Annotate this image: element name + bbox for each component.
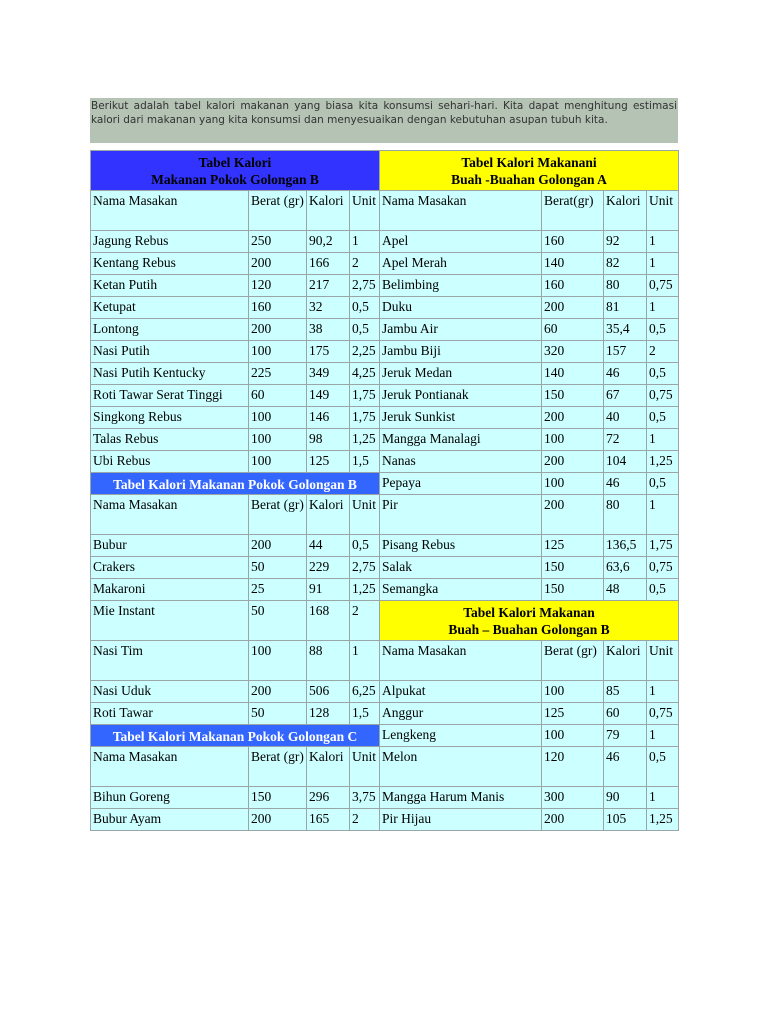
- right-unit-cell: 1: [647, 297, 679, 319]
- right-name-cell: Alpukat: [380, 681, 542, 703]
- left-name-cell: Nama Masakan: [91, 747, 249, 787]
- right-weight-cell: 300: [542, 787, 604, 809]
- right-unit-cell: 1: [647, 787, 679, 809]
- right-weight-cell: 60: [542, 319, 604, 341]
- left-calorie-cell: 165: [307, 809, 350, 831]
- right-weight-cell: 200: [542, 407, 604, 429]
- left-weight-cell: 50: [249, 601, 307, 641]
- right-weight-cell: 100: [542, 681, 604, 703]
- table-row: [91, 787, 679, 809]
- right-unit-cell: 0,75: [647, 275, 679, 297]
- table-row: [91, 191, 679, 231]
- right-name-cell: Jeruk Pontianak: [380, 385, 542, 407]
- intro-paragraph: Berikut adalah tabel kalori makanan yang biasa kita konsumsi sehari-hari. Kita dapat menghitung estimasi kalori dari makanan yang kita konsumsi dan menyesuaikan dengan kebutuhan asupan tubuh kita.: [90, 98, 678, 143]
- left-name-cell: Mie Instant: [91, 601, 249, 641]
- right-name-cell: Salak: [380, 557, 542, 579]
- right-weight-cell: 200: [542, 809, 604, 831]
- left-calorie-cell: 38: [307, 319, 350, 341]
- left-calorie-cell: 125: [307, 451, 350, 473]
- right-weight-cell: 160: [542, 231, 604, 253]
- left-weight-cell: 100: [249, 451, 307, 473]
- right-table-title-line1: Tabel Kalori Makanani: [461, 155, 597, 170]
- left-name-cell: Nasi Uduk: [91, 681, 249, 703]
- left-unit-cell: Unit: [350, 747, 380, 787]
- right-weight-cell: 200: [542, 297, 604, 319]
- left-calorie-cell: 175: [307, 341, 350, 363]
- section-band: Tabel Kalori Makanan Pokok Golongan C: [91, 725, 380, 747]
- left-weight-cell: Berat (gr): [249, 191, 307, 231]
- left-table-title-line1: Tabel Kalori: [198, 155, 272, 170]
- right-calorie-cell: 79: [604, 725, 647, 747]
- right-name-cell: Apel Merah: [380, 253, 542, 275]
- left-unit-cell: 4,25: [350, 363, 380, 385]
- right-name-cell: Nama Masakan: [380, 191, 542, 231]
- right-calorie-cell: 92: [604, 231, 647, 253]
- left-name-cell: Nasi Putih Kentucky: [91, 363, 249, 385]
- table-row: [91, 297, 679, 319]
- right-weight-cell: 100: [542, 429, 604, 451]
- right-calorie-cell: 104: [604, 451, 647, 473]
- right-unit-cell: 0,5: [647, 747, 679, 787]
- left-calorie-cell: 296: [307, 787, 350, 809]
- right-unit-cell: 0,5: [647, 319, 679, 341]
- right-calorie-cell: Kalori: [604, 191, 647, 231]
- right-weight-cell: 140: [542, 363, 604, 385]
- left-name-cell: Nama Masakan: [91, 191, 249, 231]
- left-unit-cell: 1,25: [350, 429, 380, 451]
- left-unit-cell: 0,5: [350, 297, 380, 319]
- left-name-cell: Bubur Ayam: [91, 809, 249, 831]
- right-unit-cell: Unit: [647, 191, 679, 231]
- left-calorie-cell: 166: [307, 253, 350, 275]
- right-weight-cell: 150: [542, 557, 604, 579]
- left-unit-cell: 0,5: [350, 535, 380, 557]
- table-row: [91, 809, 679, 831]
- left-weight-cell: 200: [249, 681, 307, 703]
- table-row: [91, 319, 679, 341]
- left-calorie-cell: 217: [307, 275, 350, 297]
- right-unit-cell: 0,75: [647, 557, 679, 579]
- right-name-cell: Belimbing: [380, 275, 542, 297]
- left-table-title-line2: Makanan Pokok Golongan B: [151, 172, 319, 187]
- left-weight-cell: 160: [249, 297, 307, 319]
- left-calorie-cell: Kalori: [307, 747, 350, 787]
- right-calorie-cell: 46: [604, 747, 647, 787]
- left-weight-cell: 100: [249, 429, 307, 451]
- left-weight-cell: 50: [249, 557, 307, 579]
- left-calorie-cell: 32: [307, 297, 350, 319]
- left-name-cell: Ubi Rebus: [91, 451, 249, 473]
- right-unit-cell: 1: [647, 725, 679, 747]
- left-weight-cell: 200: [249, 319, 307, 341]
- left-calorie-cell: 149: [307, 385, 350, 407]
- left-weight-cell: 250: [249, 231, 307, 253]
- right-name-cell: Mangga Harum Manis: [380, 787, 542, 809]
- table-row: [91, 601, 679, 641]
- left-name-cell: Roti Tawar: [91, 703, 249, 725]
- right-name-cell: Semangka: [380, 579, 542, 601]
- right-table-title-line1: Tabel Kalori Makanan: [463, 605, 595, 620]
- right-weight-cell: 120: [542, 747, 604, 787]
- section-band: Tabel Kalori Makanan Pokok Golongan B: [91, 473, 380, 495]
- left-unit-cell: 1,75: [350, 385, 380, 407]
- right-table-title: [380, 601, 679, 641]
- left-table-title: [91, 151, 380, 191]
- left-calorie-cell: 44: [307, 535, 350, 557]
- left-weight-cell: 100: [249, 341, 307, 363]
- right-weight-cell: 150: [542, 579, 604, 601]
- left-calorie-cell: 88: [307, 641, 350, 681]
- left-weight-cell: 100: [249, 407, 307, 429]
- left-name-cell: Jagung Rebus: [91, 231, 249, 253]
- right-name-cell: Jambu Biji: [380, 341, 542, 363]
- left-name-cell: Bubur: [91, 535, 249, 557]
- right-table-title-line2: Buah – Buahan Golongan B: [448, 622, 610, 637]
- right-calorie-cell: 105: [604, 809, 647, 831]
- right-weight-cell: 125: [542, 703, 604, 725]
- table-row: [91, 725, 679, 747]
- right-unit-cell: 1: [647, 231, 679, 253]
- left-calorie-cell: 98: [307, 429, 350, 451]
- left-weight-cell: 200: [249, 809, 307, 831]
- right-unit-cell: 1,75: [647, 535, 679, 557]
- table-row: [91, 579, 679, 601]
- right-unit-cell: 1: [647, 429, 679, 451]
- left-name-cell: Nama Masakan: [91, 495, 249, 535]
- right-name-cell: Jeruk Sunkist: [380, 407, 542, 429]
- left-weight-cell: 200: [249, 535, 307, 557]
- left-weight-cell: 100: [249, 641, 307, 681]
- table-row: [91, 495, 679, 535]
- right-weight-cell: 200: [542, 451, 604, 473]
- right-calorie-cell: 80: [604, 495, 647, 535]
- left-unit-cell: 1,75: [350, 407, 380, 429]
- right-calorie-cell: Kalori: [604, 641, 647, 681]
- right-name-cell: Mangga Manalagi: [380, 429, 542, 451]
- left-unit-cell: 2,75: [350, 557, 380, 579]
- left-unit-cell: Unit: [350, 495, 380, 535]
- left-unit-cell: 2,75: [350, 275, 380, 297]
- left-name-cell: Ketupat: [91, 297, 249, 319]
- right-name-cell: Anggur: [380, 703, 542, 725]
- right-calorie-cell: 85: [604, 681, 647, 703]
- right-weight-cell: 100: [542, 473, 604, 495]
- table-row: [91, 231, 679, 253]
- left-name-cell: Singkong Rebus: [91, 407, 249, 429]
- right-name-cell: Pir: [380, 495, 542, 535]
- right-calorie-cell: 80: [604, 275, 647, 297]
- left-unit-cell: 2: [350, 253, 380, 275]
- right-unit-cell: 1: [647, 495, 679, 535]
- table-row: [91, 385, 679, 407]
- right-weight-cell: 160: [542, 275, 604, 297]
- left-calorie-cell: 146: [307, 407, 350, 429]
- table-row: [91, 641, 679, 681]
- table-row: [91, 747, 679, 787]
- left-name-cell: Lontong: [91, 319, 249, 341]
- left-weight-cell: Berat (gr): [249, 495, 307, 535]
- left-name-cell: Talas Rebus: [91, 429, 249, 451]
- left-name-cell: Nasi Putih: [91, 341, 249, 363]
- left-calorie-cell: 229: [307, 557, 350, 579]
- right-calorie-cell: 40: [604, 407, 647, 429]
- left-name-cell: Ketan Putih: [91, 275, 249, 297]
- right-calorie-cell: 46: [604, 473, 647, 495]
- left-name-cell: Roti Tawar Serat Tinggi: [91, 385, 249, 407]
- right-unit-cell: 1: [647, 681, 679, 703]
- table-row: [91, 681, 679, 703]
- table-row: [91, 703, 679, 725]
- right-calorie-cell: 67: [604, 385, 647, 407]
- table-row: [91, 429, 679, 451]
- left-name-cell: Crakers: [91, 557, 249, 579]
- left-weight-cell: 60: [249, 385, 307, 407]
- table-row: [91, 275, 679, 297]
- right-calorie-cell: 81: [604, 297, 647, 319]
- right-unit-cell: 0,5: [647, 473, 679, 495]
- right-weight-cell: Berat(gr): [542, 191, 604, 231]
- right-weight-cell: 320: [542, 341, 604, 363]
- left-name-cell: Kentang Rebus: [91, 253, 249, 275]
- left-weight-cell: 120: [249, 275, 307, 297]
- left-unit-cell: 1,25: [350, 579, 380, 601]
- left-unit-cell: 3,75: [350, 787, 380, 809]
- right-name-cell: Lengkeng: [380, 725, 542, 747]
- table-row: [91, 151, 679, 191]
- right-calorie-cell: 63,6: [604, 557, 647, 579]
- left-calorie-cell: 349: [307, 363, 350, 385]
- right-name-cell: Nama Masakan: [380, 641, 542, 681]
- left-unit-cell: 2: [350, 809, 380, 831]
- left-calorie-cell: 128: [307, 703, 350, 725]
- table-row: [91, 473, 679, 495]
- left-name-cell: Makaroni: [91, 579, 249, 601]
- right-name-cell: Jambu Air: [380, 319, 542, 341]
- table-row: [91, 557, 679, 579]
- left-weight-cell: 150: [249, 787, 307, 809]
- table-row: [91, 253, 679, 275]
- left-weight-cell: 50: [249, 703, 307, 725]
- right-name-cell: Duku: [380, 297, 542, 319]
- left-name-cell: Bihun Goreng: [91, 787, 249, 809]
- left-calorie-cell: 90,2: [307, 231, 350, 253]
- left-weight-cell: Berat (gr): [249, 747, 307, 787]
- left-unit-cell: 1: [350, 231, 380, 253]
- right-weight-cell: 150: [542, 385, 604, 407]
- right-unit-cell: Unit: [647, 641, 679, 681]
- table-row: [91, 451, 679, 473]
- right-table-title: [380, 151, 679, 191]
- right-unit-cell: 0,5: [647, 363, 679, 385]
- table-row: [91, 535, 679, 557]
- left-weight-cell: 25: [249, 579, 307, 601]
- right-calorie-cell: 60: [604, 703, 647, 725]
- calorie-table: [90, 150, 679, 831]
- left-unit-cell: Unit: [350, 191, 380, 231]
- right-unit-cell: 0,5: [647, 579, 679, 601]
- right-weight-cell: 125: [542, 535, 604, 557]
- right-name-cell: Pepaya: [380, 473, 542, 495]
- left-calorie-cell: 506: [307, 681, 350, 703]
- left-calorie-cell: 91: [307, 579, 350, 601]
- left-calorie-cell: Kalori: [307, 495, 350, 535]
- left-unit-cell: 1,5: [350, 703, 380, 725]
- right-name-cell: Pisang Rebus: [380, 535, 542, 557]
- left-name-cell: Nasi Tim: [91, 641, 249, 681]
- left-calorie-cell: Kalori: [307, 191, 350, 231]
- left-weight-cell: 225: [249, 363, 307, 385]
- right-unit-cell: 2: [647, 341, 679, 363]
- right-unit-cell: 1,25: [647, 451, 679, 473]
- left-unit-cell: 2,25: [350, 341, 380, 363]
- right-unit-cell: 1: [647, 253, 679, 275]
- right-name-cell: Nanas: [380, 451, 542, 473]
- right-name-cell: Apel: [380, 231, 542, 253]
- right-calorie-cell: 48: [604, 579, 647, 601]
- right-table-title-line2: Buah -Buahan Golongan A: [451, 172, 607, 187]
- right-weight-cell: 200: [542, 495, 604, 535]
- left-unit-cell: 2: [350, 601, 380, 641]
- right-calorie-cell: 72: [604, 429, 647, 451]
- table-row: [91, 363, 679, 385]
- right-calorie-cell: 82: [604, 253, 647, 275]
- left-unit-cell: 6,25: [350, 681, 380, 703]
- right-unit-cell: 0,5: [647, 407, 679, 429]
- right-calorie-cell: 136,5: [604, 535, 647, 557]
- right-calorie-cell: 35,4: [604, 319, 647, 341]
- right-calorie-cell: 46: [604, 363, 647, 385]
- left-unit-cell: 0,5: [350, 319, 380, 341]
- right-name-cell: Jeruk Medan: [380, 363, 542, 385]
- left-unit-cell: 1: [350, 641, 380, 681]
- table-row: [91, 407, 679, 429]
- left-weight-cell: 200: [249, 253, 307, 275]
- right-calorie-cell: 157: [604, 341, 647, 363]
- right-unit-cell: 0,75: [647, 385, 679, 407]
- left-unit-cell: 1,5: [350, 451, 380, 473]
- table-row: [91, 341, 679, 363]
- right-calorie-cell: 90: [604, 787, 647, 809]
- right-unit-cell: 0,75: [647, 703, 679, 725]
- right-unit-cell: 1,25: [647, 809, 679, 831]
- right-weight-cell: Berat (gr): [542, 641, 604, 681]
- right-weight-cell: 140: [542, 253, 604, 275]
- right-name-cell: Pir Hijau: [380, 809, 542, 831]
- left-calorie-cell: 168: [307, 601, 350, 641]
- right-weight-cell: 100: [542, 725, 604, 747]
- right-name-cell: Melon: [380, 747, 542, 787]
